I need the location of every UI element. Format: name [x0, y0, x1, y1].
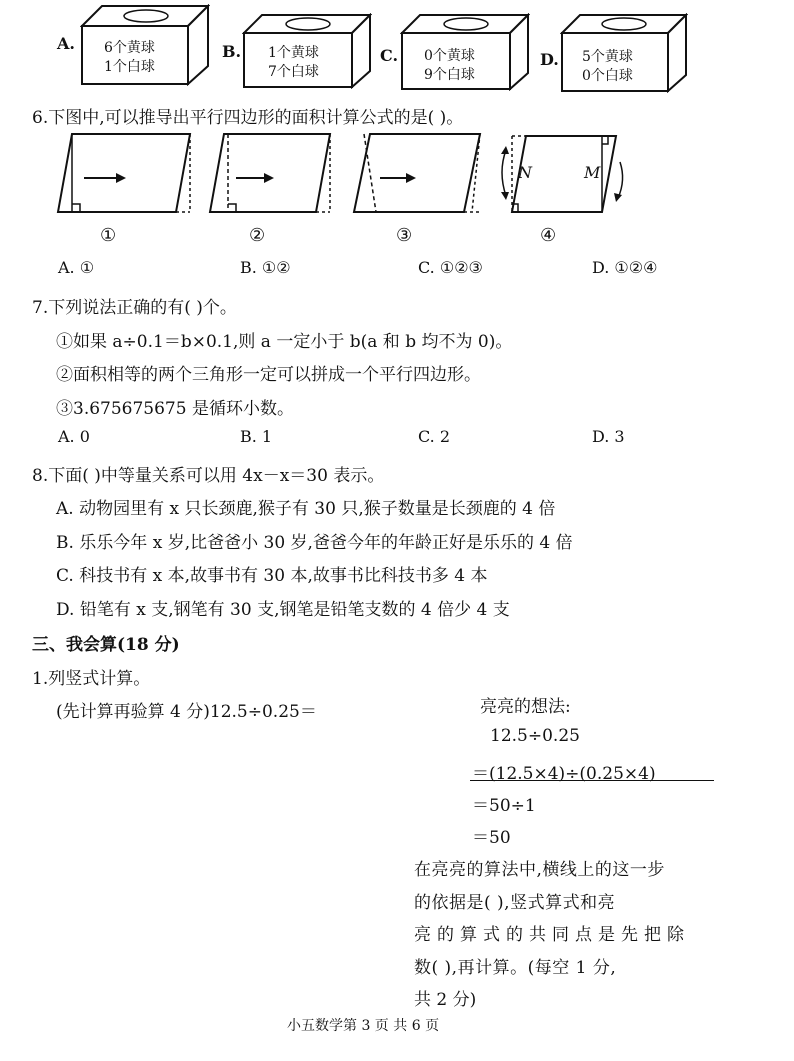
box-b-line1: 1个黄球	[268, 45, 319, 61]
figure-3-label: ③	[396, 225, 413, 246]
explain-line-1: 在亮亮的算法中,横线上的这一步	[414, 860, 665, 880]
q7-question: 7.下列说法正确的有( )个。	[32, 298, 237, 318]
box-b-line2: 7个白球	[268, 64, 319, 80]
q8-question: 8.下面( )中等量关系可以用 4x－x＝30 表示。	[32, 466, 385, 486]
section-3-heading: 三、我会算(18 分)	[32, 635, 180, 655]
figure-1-label: ①	[100, 225, 117, 246]
page-footer: 小五数学第 3 页 共 6 页	[287, 1018, 440, 1034]
box-c-line1: 0个黄球	[424, 48, 475, 64]
box-a-line1: 6个黄球	[104, 40, 155, 56]
q6-option-a: A. ①	[58, 258, 95, 277]
figure-3-parallelogram	[352, 132, 482, 214]
q7-option-b: B. 1	[240, 427, 273, 446]
q6-question: 6.下图中,可以推导出平行四边形的面积计算公式的是( )。	[32, 108, 464, 128]
box-d-line2: 0个白球	[582, 68, 633, 84]
box-d-line1: 5个黄球	[582, 49, 633, 65]
explain-line-4: 数( ),再计算。(每空 1 分,	[414, 958, 617, 978]
figure-1-parallelogram	[56, 132, 192, 214]
liangliang-line-2: ＝(12.5×4)÷(0.25×4)	[472, 764, 656, 784]
q7-option-c: C. 2	[418, 427, 451, 446]
q7-option-d: D. 3	[592, 427, 625, 446]
figure-2-label: ②	[249, 225, 266, 246]
explain-line-2: 的依据是( ),竖式算式和亮	[414, 893, 616, 913]
box-c-label: C.	[380, 46, 399, 65]
q7-statement-2: ②面积相等的两个三角形一定可以拼成一个平行四边形。	[56, 365, 481, 385]
label-m: M	[584, 163, 601, 182]
box-a-label: A.	[57, 34, 75, 53]
liangliang-line-1: 12.5÷0.25	[490, 726, 580, 746]
q8-option-a: A. 动物园里有 x 只长颈鹿,猴子有 30 只,猴子数量是长颈鹿的 4 倍	[56, 499, 556, 519]
liangliang-line-3: ＝50÷1	[472, 796, 536, 816]
figure-4-label: ④	[540, 225, 557, 246]
underline-step	[470, 780, 714, 781]
box-b-label: B.	[222, 42, 242, 61]
q8-option-b: B. 乐乐今年 x 岁,比爸爸小 30 岁,爸爸今年的年龄正好是乐乐的 4 倍	[56, 533, 573, 553]
explain-line-5: 共 2 分)	[414, 990, 477, 1010]
q6-option-b: B. ①②	[240, 258, 291, 277]
q6-option-d: D. ①②④	[592, 258, 658, 277]
box-d-label: D.	[540, 50, 559, 69]
section-3-q1: 1.列竖式计算。	[32, 669, 151, 689]
q7-statement-1: ①如果 a÷0.1＝b×0.1,则 a 一定小于 b(a 和 b 均不为 0)。	[56, 332, 513, 352]
figure-2-parallelogram	[208, 132, 334, 214]
q7-option-a: A. 0	[58, 427, 90, 446]
section-3-task: (先计算再验算 4 分)12.5÷0.25＝	[56, 702, 317, 722]
box-c-line2: 9个白球	[424, 67, 475, 83]
box-a-line2: 1个白球	[104, 59, 155, 75]
q6-option-c: C. ①②③	[418, 258, 483, 277]
explain-line-3: 亮的算式的共同点是先把除	[414, 925, 690, 945]
q8-option-d: D. 铅笔有 x 支,钢笔有 30 支,钢笔是铅笔支数的 4 倍少 4 支	[56, 600, 510, 620]
label-n: N	[518, 163, 532, 182]
q7-statement-3: ③3.675675675 是循环小数。	[56, 399, 294, 419]
liangliang-line-4: ＝50	[472, 828, 511, 848]
liangliang-title: 亮亮的想法:	[480, 697, 571, 717]
q8-option-c: C. 科技书有 x 本,故事书有 30 本,故事书比科技书多 4 本	[56, 566, 488, 586]
